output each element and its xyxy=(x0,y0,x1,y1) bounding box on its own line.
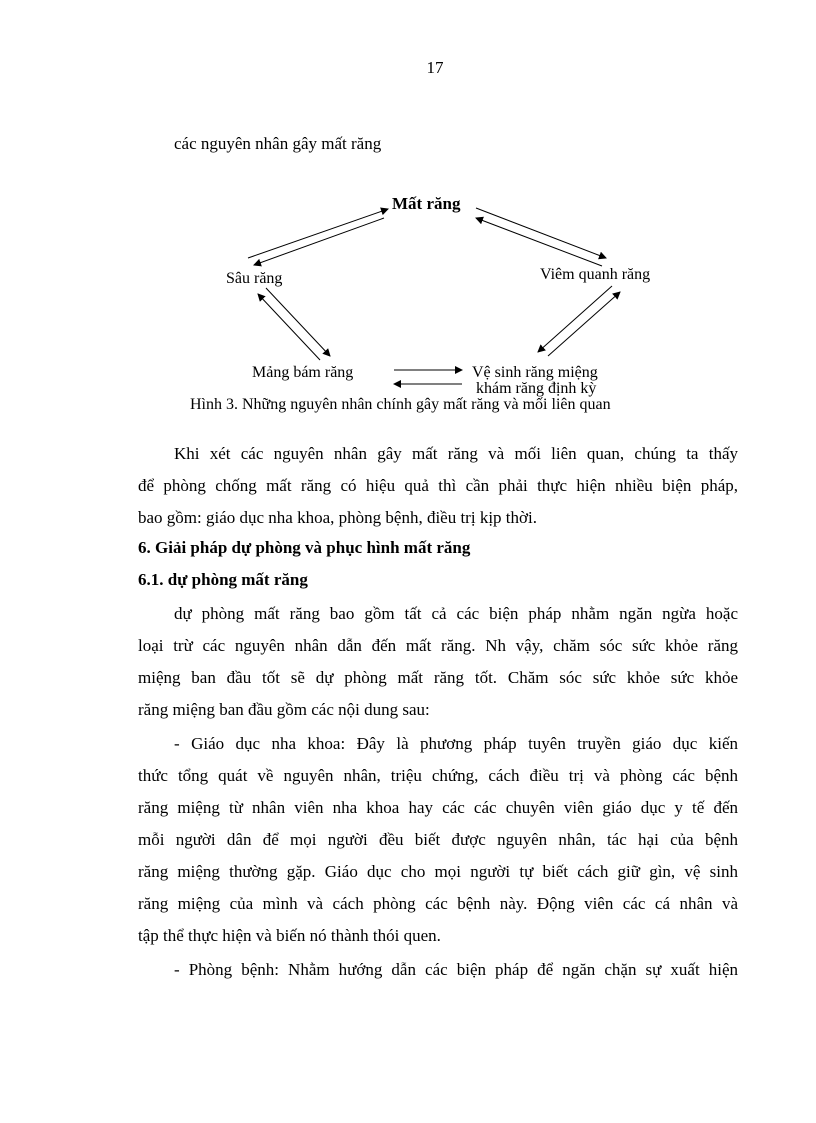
paragraph-line: loại trừ các nguyên nhân dẫn đến mất răng. Nh vậy, chăm sóc sức khỏe răng xyxy=(138,636,738,655)
paragraph-line: tập thể thực hiện và biến nó thành thói quen. xyxy=(138,926,441,945)
page-number: 17 xyxy=(426,58,444,77)
paragraph-line: bao gồm: giáo dục nha khoa, phòng bệnh, điều trị kịp thời. xyxy=(138,508,537,527)
paragraph-line: Khi xét các nguyên nhân gây mất răng và mối liên quan, chúng ta thấy xyxy=(174,444,738,463)
paragraph-3 xyxy=(138,728,738,952)
paragraph-line: răng miệng của mình và cách phòng các bệnh này. Động viên các cá nhân và xyxy=(138,894,738,913)
paragraph-line: răng miệng ban đầu gồm các nội dung sau: xyxy=(138,700,430,719)
paragraph-line: - Giáo dục nha khoa: Đây là phương pháp tuyên truyền giáo dục kiến xyxy=(174,734,738,753)
node-ve-sinh-rang-mieng: Vệ sinh răng miệng xyxy=(472,364,598,381)
paragraph-line: mỗi người dân để mọi người đều biết được nguyên nhân, tác hại của bệnh xyxy=(138,830,738,849)
paragraph-line: miệng ban đầu tốt sẽ dự phòng mất răng tốt. Chăm sóc sức khỏe sức khỏe xyxy=(138,668,738,687)
arrow-sau-to-mat xyxy=(248,209,388,258)
paragraph-line: răng miệng từ nhân viên nha khoa hay các các chuyên viên giáo dục y tế đến xyxy=(138,798,738,817)
arrow-mang-to-sau xyxy=(258,294,320,360)
paragraph-line: thức tổng quát về nguyên nhân, triệu chứng, cách điều trị và phòng các bệnh xyxy=(138,766,738,785)
intro-line: các nguyên nhân gây mất răng xyxy=(174,134,382,153)
paragraph-line: răng miệng thường gặp. Giáo dục cho mọi người tự biết cách giữ gìn, vệ sinh xyxy=(138,862,738,881)
node-sau-rang: Sâu răng xyxy=(226,270,283,287)
arrow-sau-to-mang xyxy=(266,288,330,356)
node-mang-bam-rang: Mảng bám răng xyxy=(252,364,354,381)
paragraph-2 xyxy=(138,598,738,726)
arrow-viem-to-mat xyxy=(476,218,602,266)
node-mat-rang: Mất răng xyxy=(392,194,461,213)
paragraph-line: để phòng chống mất răng có hiệu quả thì cần phải thực hiện nhiều biện pháp, xyxy=(138,476,738,495)
arrow-vesinh-to-viem xyxy=(548,292,620,356)
figure-caption: Hình 3. Những nguyên nhân chính gây mất răng và mối liên quan xyxy=(190,396,611,413)
heading-section-6-1: 6.1. dự phòng mất răng xyxy=(138,570,308,589)
paragraph-line: dự phòng mất răng bao gồm tất cả các biện pháp nhằm ngăn ngừa hoặc xyxy=(174,604,738,623)
paragraph-line: - Phòng bệnh: Nhằm hướng dẫn các biện pháp để ngăn chặn sự xuất hiện xyxy=(174,960,738,979)
node-kham-rang-dinh-ky: khám răng định kỳ xyxy=(476,380,597,397)
arrow-mat-to-sau xyxy=(254,218,384,265)
paragraph-1 xyxy=(138,438,738,534)
paragraph-4 xyxy=(138,954,738,986)
arrow-mat-to-viem xyxy=(476,208,606,258)
arrow-viem-to-vesinh xyxy=(538,286,612,352)
heading-section-6: 6. Giải pháp dự phòng và phục hình mất răng xyxy=(138,538,471,557)
node-viem-quanh-rang: Viêm quanh răng xyxy=(540,266,651,283)
